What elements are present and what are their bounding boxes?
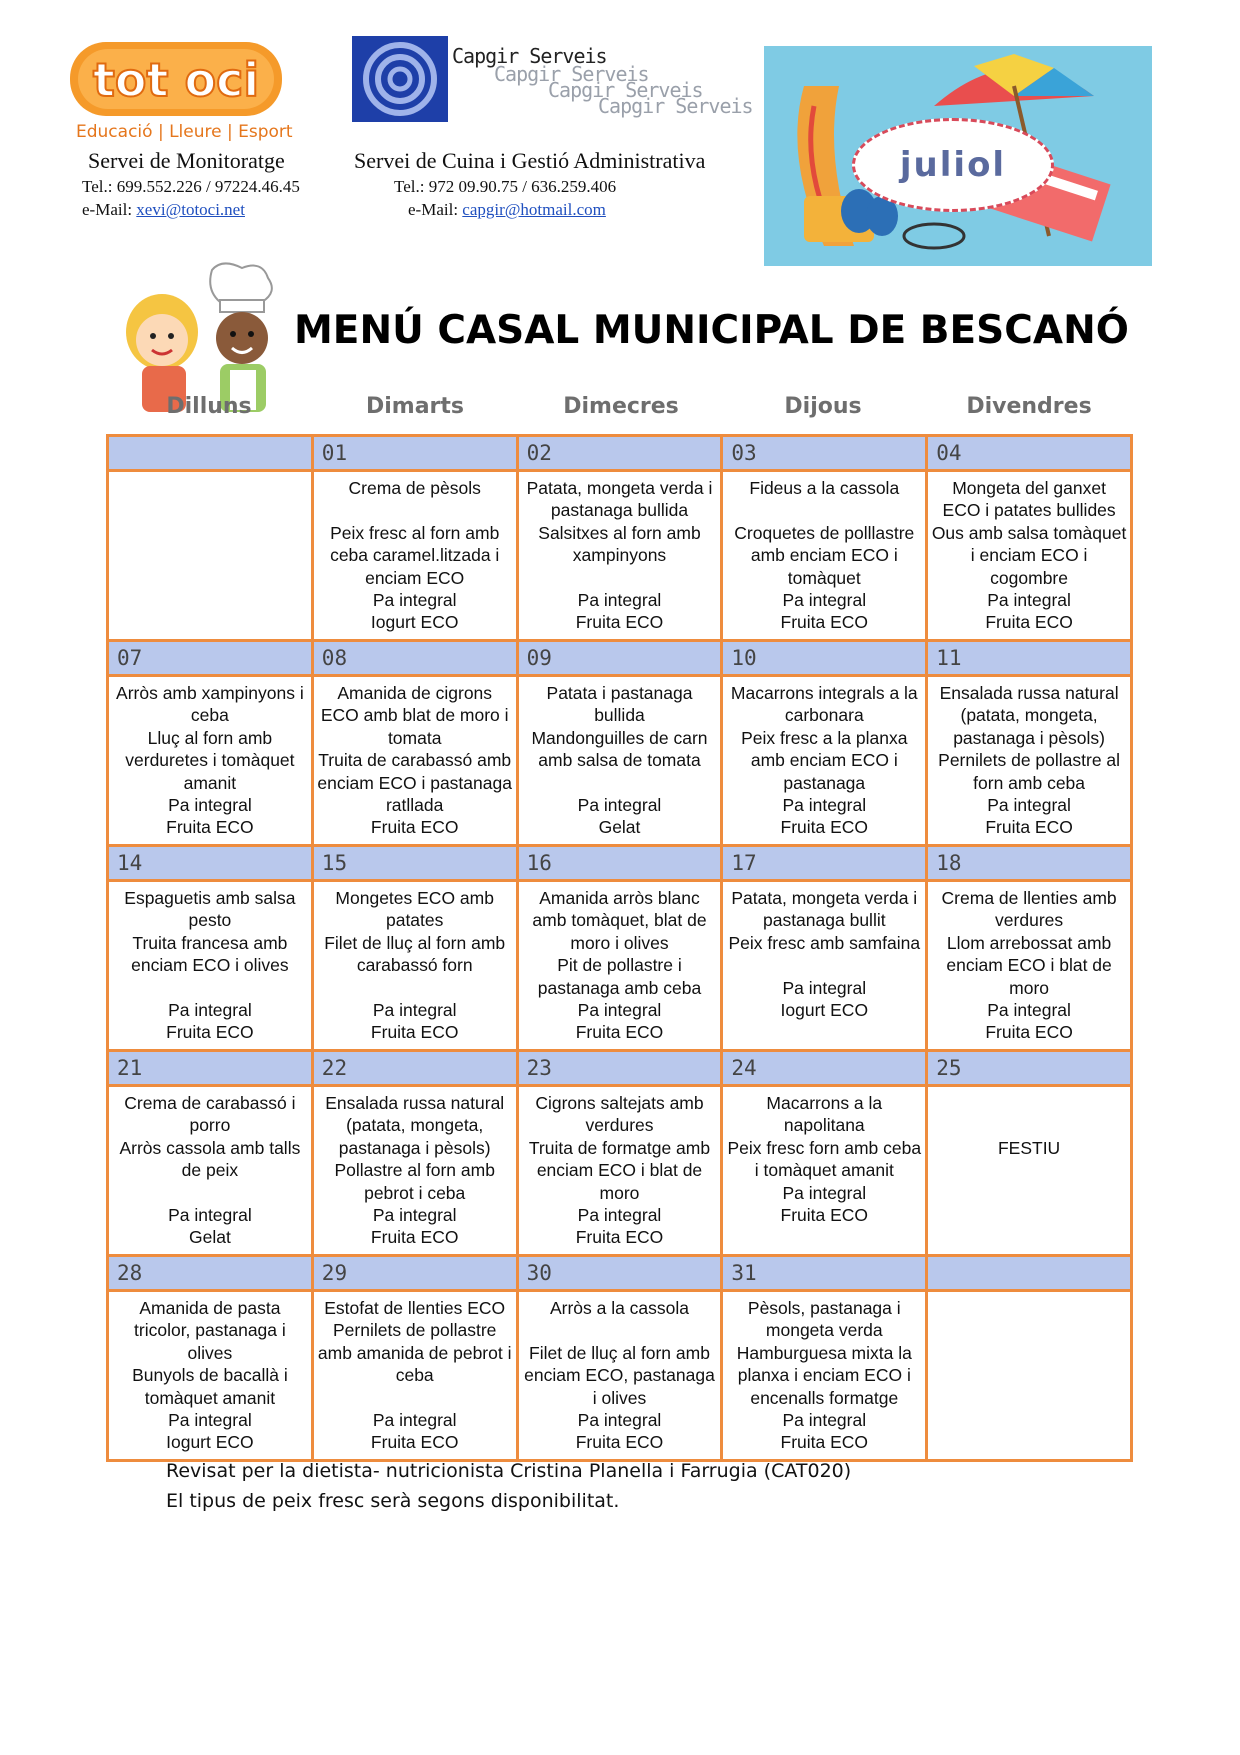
footer-reviewed-by: Revisat per la dietista- nutricionista Cristina Planella i Farrugia (CAT020) <box>166 1460 852 1482</box>
menu-text: Macarrons integrals a la carbonara Peix fresc a la planxa amb enciam ECO i pastanaga Pa integral Fruita ECO <box>730 683 918 838</box>
menu-text: Amanida arròs blanc amb tomàquet, blat de moro i olives Pit de pollastre i pastanaga amb ceba Pa integral Fruita ECO <box>532 888 707 1043</box>
menu-cell <box>312 471 517 641</box>
week-3-dates <box>108 846 1132 881</box>
menu-cell <box>517 471 722 641</box>
totoci-contact <box>82 148 300 220</box>
menu-cell <box>927 1291 1132 1461</box>
menu-text: Ensalada russa natural (patata, mongeta, pastanaga i pèsols) Pollastre al forn amb pebrot i ceba Pa integral Fruita ECO <box>325 1093 505 1248</box>
menu-text: Amanida de cigrons ECO amb blat de moro i tomata Truita de carabassó amb enciam ECO i pastanaga ratllada Fruita ECO <box>317 683 512 838</box>
capgir-email-link[interactable]: capgir@hotmail.com <box>462 200 606 219</box>
menu-text: Estofat de llenties ECO Pernilets de pollastre amb amanida de pebrot i ceba Pa integral Fruita ECO <box>317 1298 512 1453</box>
totoci-logo <box>66 34 286 124</box>
menu-text: Fideus a la cassola Croquetes de polllastre amb enciam ECO i tomàquet Pa integral Fruita ECO <box>734 478 915 633</box>
menu-table <box>106 434 1133 1462</box>
day-tuesday: Dimarts <box>365 394 465 419</box>
totoci-tagline: Educació | Lleure | Esport <box>76 122 293 142</box>
menu-text: Patata i pastanaga bullida Mandonguilles de carn amb salsa de tomata Pa integral Gelat <box>531 683 708 838</box>
weekday-header <box>106 394 1130 420</box>
week-3-menus <box>108 881 1132 1051</box>
menu-cell <box>108 676 313 846</box>
date-cell: 01 <box>312 436 517 471</box>
totoci-email-link[interactable]: xevi@totoci.net <box>136 200 245 219</box>
menu-cell <box>927 676 1132 846</box>
menu-text: Patata, mongeta verda i pastanaga bullit Peix fresc amb samfaina Pa integral Iogurt ECO <box>728 888 921 1021</box>
menu-cell <box>517 881 722 1051</box>
date-cell: 24 <box>722 1051 927 1086</box>
date-cell: 03 <box>722 436 927 471</box>
week-1-dates <box>108 436 1132 471</box>
footer-fish-note: El tipus de peix fresc serà segons disponibilitat. <box>166 1490 620 1512</box>
date-cell: 21 <box>108 1051 313 1086</box>
day-thursday: Dijous <box>784 394 862 419</box>
capgir-logo-text: Capgir Serveis <box>452 44 607 68</box>
menu-text: Crema de carabassó i porro Arròs cassola amb talls de peix Pa integral Gelat <box>119 1093 301 1248</box>
menu-cell <box>722 1291 927 1461</box>
date-cell: 17 <box>722 846 927 881</box>
day-friday: Divendres <box>966 394 1092 419</box>
menu-cell <box>927 1086 1132 1256</box>
menu-text: Amanida de pasta tricolor, pastanaga i olives Bunyols de bacallà i tomàquet amanit Pa integral Iogurt ECO <box>132 1298 288 1453</box>
week-4-menus <box>108 1086 1132 1256</box>
date-cell: 08 <box>312 641 517 676</box>
month-banner <box>764 46 1152 266</box>
menu-cell <box>517 1086 722 1256</box>
capgir-logo-echo: Capgir Serveis <box>548 78 703 102</box>
menu-text: Macarrons a la napolitana Peix fresc forn amb ceba i tomàquet amanit Pa integral Fruita ECO <box>727 1093 922 1226</box>
date-cell: 07 <box>108 641 313 676</box>
date-cell <box>108 436 313 471</box>
date-cell: 30 <box>517 1256 722 1291</box>
date-cell: 28 <box>108 1256 313 1291</box>
date-cell: 10 <box>722 641 927 676</box>
menu-cell <box>108 471 313 641</box>
menu-cell <box>722 881 927 1051</box>
page-title: MENÚ CASAL MUNICIPAL DE BESCANÓ <box>294 308 1129 353</box>
week-2-dates <box>108 641 1132 676</box>
menu-text: Ensalada russa natural (patata, mongeta, pastanaga i pèsols) Pernilets de pollastre al forn amb ceba Pa integral Fruita ECO <box>938 683 1121 838</box>
totoci-service: Servei de Monitoratge <box>88 148 285 173</box>
month-badge <box>852 118 1054 212</box>
date-cell: 22 <box>312 1051 517 1086</box>
menu-text: Crema de llenties amb verdures Llom arrebossat amb enciam ECO i blat de moro Pa integral Fruita ECO <box>941 888 1117 1043</box>
week-1-menus <box>108 471 1132 641</box>
capgir-phone: Tel.: 972 09.90.75 / 636.259.406 <box>394 177 617 196</box>
date-cell: 04 <box>927 436 1132 471</box>
menu-cell <box>722 676 927 846</box>
capgir-logo-echo: Capgir Serveis <box>494 62 649 86</box>
month-label: juliol <box>899 145 1007 185</box>
week-5-menus <box>108 1291 1132 1461</box>
week-2-menus <box>108 676 1132 846</box>
menu-cell <box>312 881 517 1051</box>
menu-cell <box>108 1086 313 1256</box>
menu-cell <box>722 1086 927 1256</box>
footer-notes <box>166 1456 851 1516</box>
capgir-contact <box>354 148 705 220</box>
date-cell: 16 <box>517 846 722 881</box>
capgir-service: Servei de Cuina i Gestió Administrativa <box>354 148 706 173</box>
date-cell: 15 <box>312 846 517 881</box>
date-cell: 02 <box>517 436 722 471</box>
capgir-logo-echo: Capgir Serveis <box>598 94 753 118</box>
menu-cell <box>517 1291 722 1461</box>
week-4-dates <box>108 1051 1132 1086</box>
capgir-email-label: e-Mail: <box>408 200 459 219</box>
date-cell: 23 <box>517 1051 722 1086</box>
capgir-logo-mark <box>352 36 448 122</box>
day-wednesday: Dimecres <box>563 394 679 419</box>
menu-cell <box>108 1291 313 1461</box>
menu-cell <box>312 1086 517 1256</box>
date-cell: 18 <box>927 846 1132 881</box>
menu-text: Espaguetis amb salsa pesto Truita francesa amb enciam ECO i olives Pa integral Fruita ECO <box>124 888 296 1043</box>
menu-text: Cigrons saltejats amb verdures Truita de formatge amb enciam ECO i blat de moro Pa integral Fruita ECO <box>528 1093 711 1248</box>
menu-text: Mongetes ECO amb patates Filet de lluç al forn amb carabassó forn Pa integral Fruita ECO <box>324 888 506 1043</box>
menu-cell <box>927 881 1132 1051</box>
date-cell: 25 <box>927 1051 1132 1086</box>
menu-cell <box>312 1291 517 1461</box>
totoci-logo-text: tot oci <box>92 53 260 107</box>
week-5-dates <box>108 1256 1132 1291</box>
date-cell: 09 <box>517 641 722 676</box>
menu-cell <box>108 881 313 1051</box>
totoci-email-label: e-Mail: <box>82 200 133 219</box>
menu-text: Arròs a la cassola Filet de lluç al forn amb enciam ECO, pastanaga i olives Pa integral Fruita ECO <box>524 1298 715 1453</box>
menu-cell <box>517 676 722 846</box>
menu-cell <box>312 676 517 846</box>
menu-text: Patata, mongeta verda i pastanaga bullida Salsitxes al forn amb xampinyons Pa integral Fruita ECO <box>526 478 713 633</box>
menu-text: Arròs amb xampinyons i ceba Lluç al forn amb verduretes i tomàquet amanit Pa integral Fruita ECO <box>116 683 304 838</box>
menu-cell <box>722 471 927 641</box>
menu-text: Pèsols, pastanaga i mongeta verda Hamburguesa mixta la planxa i enciam ECO i encenalls formatge Pa integral Fruita ECO <box>736 1298 912 1453</box>
date-cell: 29 <box>312 1256 517 1291</box>
date-cell: 11 <box>927 641 1132 676</box>
totoci-phone: Tel.: 699.552.226 / 97224.46.45 <box>82 177 300 196</box>
menu-text: FESTIU <box>997 1137 1061 1158</box>
menu-text: Crema de pèsols Peix fresc al forn amb ceba caramel.litzada i enciam ECO Pa integral Iogurt ECO <box>330 478 500 633</box>
menu-cell <box>927 471 1132 641</box>
date-cell: 31 <box>722 1256 927 1291</box>
date-cell: 14 <box>108 846 313 881</box>
date-cell <box>927 1256 1132 1291</box>
menu-text: Mongeta del ganxet ECO i patates bullides Ous amb salsa tomàquet i enciam ECO i cogombre Pa integral Fruita ECO <box>931 478 1127 633</box>
day-monday: Dilluns <box>166 394 252 419</box>
